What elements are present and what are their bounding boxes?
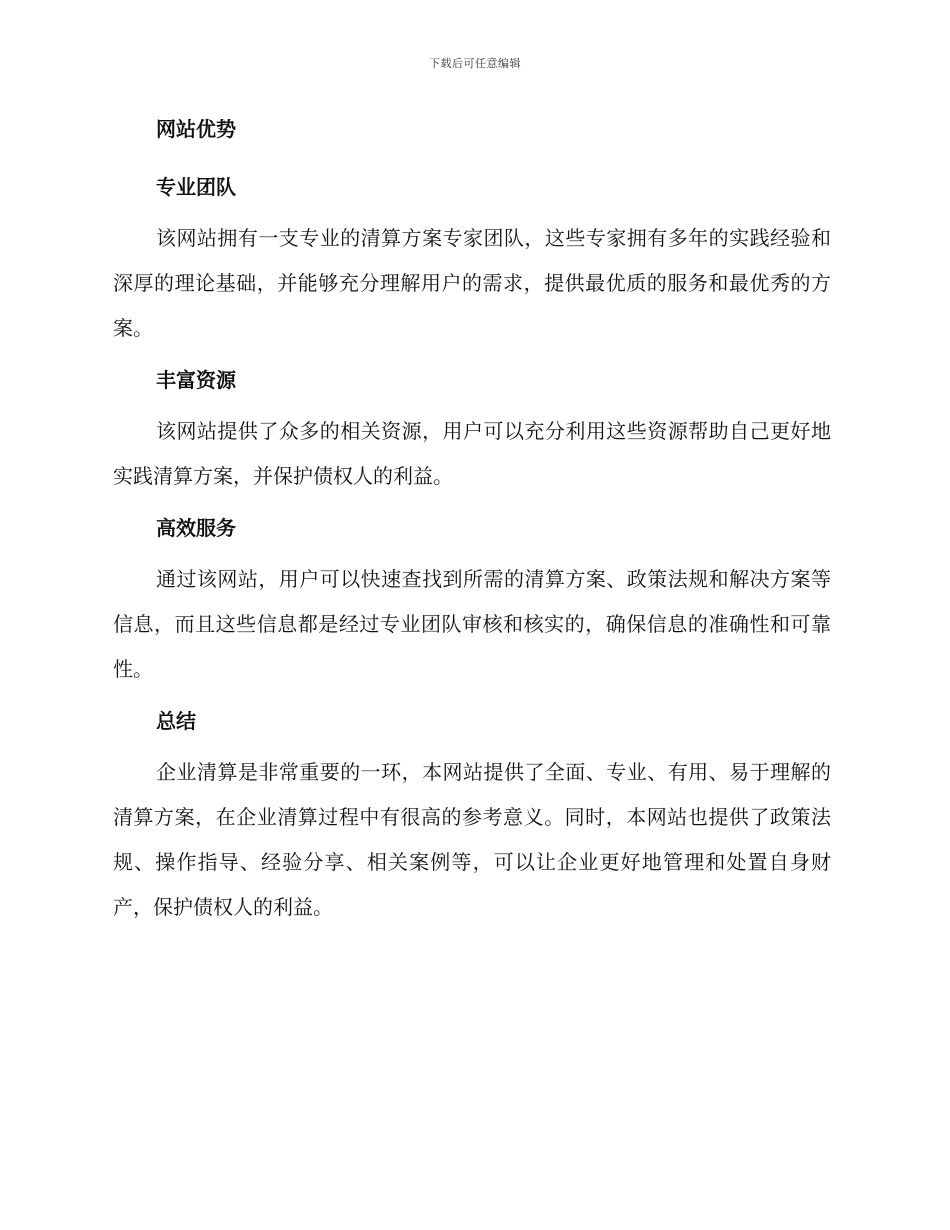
heading-team: 专业团队	[156, 175, 236, 199]
header-note: 下载后可任意编辑	[429, 57, 521, 70]
paragraph-team: 该网站拥有一支专业的清算方案专家团队，这些专家拥有多年的实践经验和深厚的理论基础，并能够充分理解用户的需求，提供最优质的服务和最优秀的方案。	[113, 226, 831, 340]
heading-resources: 丰富资源	[156, 368, 236, 392]
heading-summary: 总结	[156, 709, 196, 733]
document-body	[113, 112, 831, 930]
heading-service: 高效服务	[156, 516, 236, 540]
paragraph-service: 通过该网站，用户可以快速查找到所需的清算方案、政策法规和解决方案等信息，而且这些信息都是经过专业团队审核和核实的，确保信息的准确性和可靠性。	[113, 567, 831, 681]
paragraph-resources: 该网站提供了众多的相关资源，用户可以充分利用这些资源帮助自己更好地实践清算方案，并保护债权人的利益。	[113, 419, 831, 488]
paragraph-summary: 企业清算是非常重要的一环，本网站提供了全面、专业、有用、易于理解的清算方案，在企业清算过程中有很高的参考意义。同时，本网站也提供了政策法规、操作指导、经验分享、相关案例等，可以让企业更好地管理和处置自身财产，保护债权人的利益。	[113, 760, 831, 919]
main-heading: 网站优势	[156, 117, 236, 141]
